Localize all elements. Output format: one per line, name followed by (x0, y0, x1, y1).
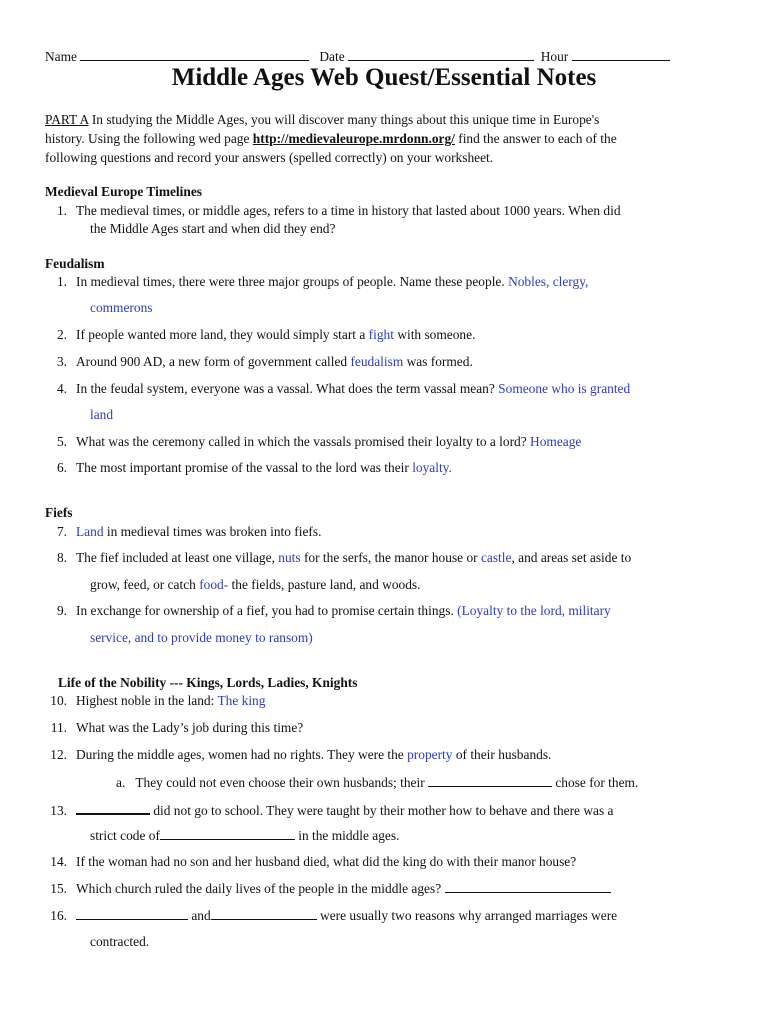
question-text: with someone. (393, 327, 476, 342)
question-text: the fields, pasture land, and woods. (228, 577, 421, 592)
question-text: During the middle ages, women had no rights. They were the (76, 747, 408, 762)
answer-text: castle (480, 550, 512, 565)
question-text: If people wanted more land, they would simply start a (76, 327, 369, 342)
question-text: for the serfs, the manor house or (300, 550, 481, 565)
answer-text: Homeage (530, 434, 582, 449)
question-text-cont: contracted. (90, 934, 150, 949)
hour-blank (572, 48, 670, 61)
question-number: 3. (56, 354, 67, 369)
question-number: 4. (56, 381, 67, 396)
name-blank (80, 48, 309, 61)
answer-text: fight (368, 327, 394, 342)
intro-line-3: following questions and record your answers (spelled correctly) on your worksheet. (45, 150, 494, 165)
name-line (45, 48, 670, 65)
question-number: 15. (50, 881, 67, 896)
question-number: 1. (56, 274, 67, 289)
question-number: 5. (56, 434, 67, 449)
question-text-cont (90, 827, 399, 844)
question-number: 14. (50, 854, 67, 869)
question-item (45, 524, 321, 540)
question-text: of their husbands. (452, 747, 552, 762)
name-label: Name (45, 49, 77, 64)
question-item (45, 460, 452, 476)
question-item (45, 747, 551, 763)
answer-text: commerons (90, 300, 153, 315)
question-text: What was the Lady’s job during this time? (76, 720, 304, 735)
question-text-cont (90, 577, 420, 593)
question-text: were usually two reasons why arranged marriages were (316, 908, 618, 923)
question-item (45, 203, 621, 219)
answer-text: Nobles, clergy, (508, 274, 589, 289)
part-label: PART A (45, 112, 89, 127)
page-title: Middle Ages Web Quest/Essential Notes (171, 64, 597, 91)
question-text: Highest noble in the land: (76, 693, 218, 708)
answer-text: food- (199, 577, 229, 592)
question-text: In exchange for ownership of a fief, you had to promise certain things. (76, 603, 458, 618)
question-item (45, 880, 611, 897)
question-text-cont: the Middle Ages start and when did they end? (90, 221, 336, 236)
question-item (45, 354, 473, 370)
question-number: 1. (56, 203, 67, 218)
question-text: The most important promise of the vassal to the lord was their (76, 460, 413, 475)
intro-line-2 (45, 131, 617, 147)
question-text: The medieval times, or middle ages, refers to a time in history that lasted about 1000 years. When did (76, 203, 621, 218)
answer-blank[interactable] (76, 907, 188, 920)
question-number: 9. (56, 603, 67, 618)
question-item (45, 720, 303, 736)
question-item (45, 327, 475, 343)
answer-blank[interactable] (211, 907, 317, 920)
question-text: in medieval times was broken into fiefs. (103, 524, 322, 539)
question-text: and (188, 908, 211, 923)
answer-text: nuts (278, 550, 301, 565)
question-number: 8. (56, 550, 67, 565)
question-number: 7. (56, 524, 67, 539)
question-text: strict code of (90, 828, 160, 843)
question-item (45, 381, 630, 397)
answer-blank[interactable] (160, 827, 295, 840)
question-item (45, 693, 265, 709)
question-text: did not go to school. They were taught by their mother how to behave and there was a (150, 803, 614, 818)
question-number: 11. (50, 720, 67, 735)
question-text: grow, feed, or catch (90, 577, 200, 592)
question-number: 10. (50, 693, 67, 708)
question-text: What was the ceremony called in which the vassals promised their loyalty to a lord? (76, 434, 531, 449)
question-text: They could not even choose their own husbands; their (135, 775, 429, 790)
section-heading-timelines: Medieval Europe Timelines (45, 184, 202, 199)
intro-text-2a: history. Using the following wed page (45, 131, 253, 146)
question-text: chose for them. (552, 775, 639, 790)
section-heading-nobility: Life of the Nobility --- Kings, Lords, Ladies, Knights (58, 675, 358, 690)
question-item (45, 907, 617, 924)
question-text: In medieval times, there were three major groups of people. Name these people. (76, 274, 509, 289)
question-text: If the woman had no son and her husband died, what did the king do with their manor house? (76, 854, 577, 869)
answer-text: The king (217, 693, 266, 708)
answer-text: Land (76, 524, 104, 539)
question-number: 2. (56, 327, 67, 342)
date-blank (348, 48, 534, 61)
answer-blank[interactable] (445, 880, 611, 893)
question-text: The fief included at least one village, (76, 550, 279, 565)
date-label: Date (319, 49, 345, 64)
webquest-link[interactable]: http://medievaleurope.mrdonn.org/ (252, 131, 455, 146)
intro-text-1: In studying the Middle Ages, you will discover many things about this unique time in Europe's (88, 112, 600, 127)
question-number: 16. (50, 908, 67, 923)
intro-line-1 (45, 112, 599, 128)
question-item (45, 274, 588, 290)
question-text: Which church ruled the daily lives of the people in the middle ages? (76, 881, 445, 896)
section-heading-fiefs: Fiefs (45, 505, 73, 520)
question-text: was formed. (403, 354, 473, 369)
answer-text: property (407, 747, 453, 762)
question-item (45, 434, 581, 450)
answer-text: feudalism (350, 354, 404, 369)
question-number: 13. (50, 803, 67, 818)
hour-label: Hour (540, 49, 569, 64)
question-item (45, 603, 611, 619)
answer-text: (Loyalty to the lord, military (457, 603, 611, 618)
question-number: 6. (56, 460, 67, 475)
answer-blank[interactable] (428, 774, 552, 787)
question-text: In the feudal system, everyone was a vassal. What does the term vassal mean? (76, 381, 499, 396)
answer-text: land (90, 407, 114, 422)
question-item (45, 854, 576, 870)
question-item (45, 801, 613, 819)
question-text: , and areas set aside to (511, 550, 632, 565)
question-item (45, 550, 631, 566)
question-text: in the middle ages. (294, 828, 400, 843)
section-heading-feudalism: Feudalism (45, 256, 105, 271)
sub-question-letter: a. (116, 775, 126, 790)
question-number: 12. (50, 747, 67, 762)
intro-text-2b: find the answer to each of the (454, 131, 617, 146)
answer-blank[interactable] (76, 801, 150, 815)
answer-text: loyalty. (412, 460, 452, 475)
sub-question-item (116, 774, 638, 791)
answer-text: service, and to provide money to ransom) (90, 630, 313, 645)
answer-text: Someone who is granted (498, 381, 631, 396)
question-text: Around 900 AD, a new form of government called (76, 354, 351, 369)
